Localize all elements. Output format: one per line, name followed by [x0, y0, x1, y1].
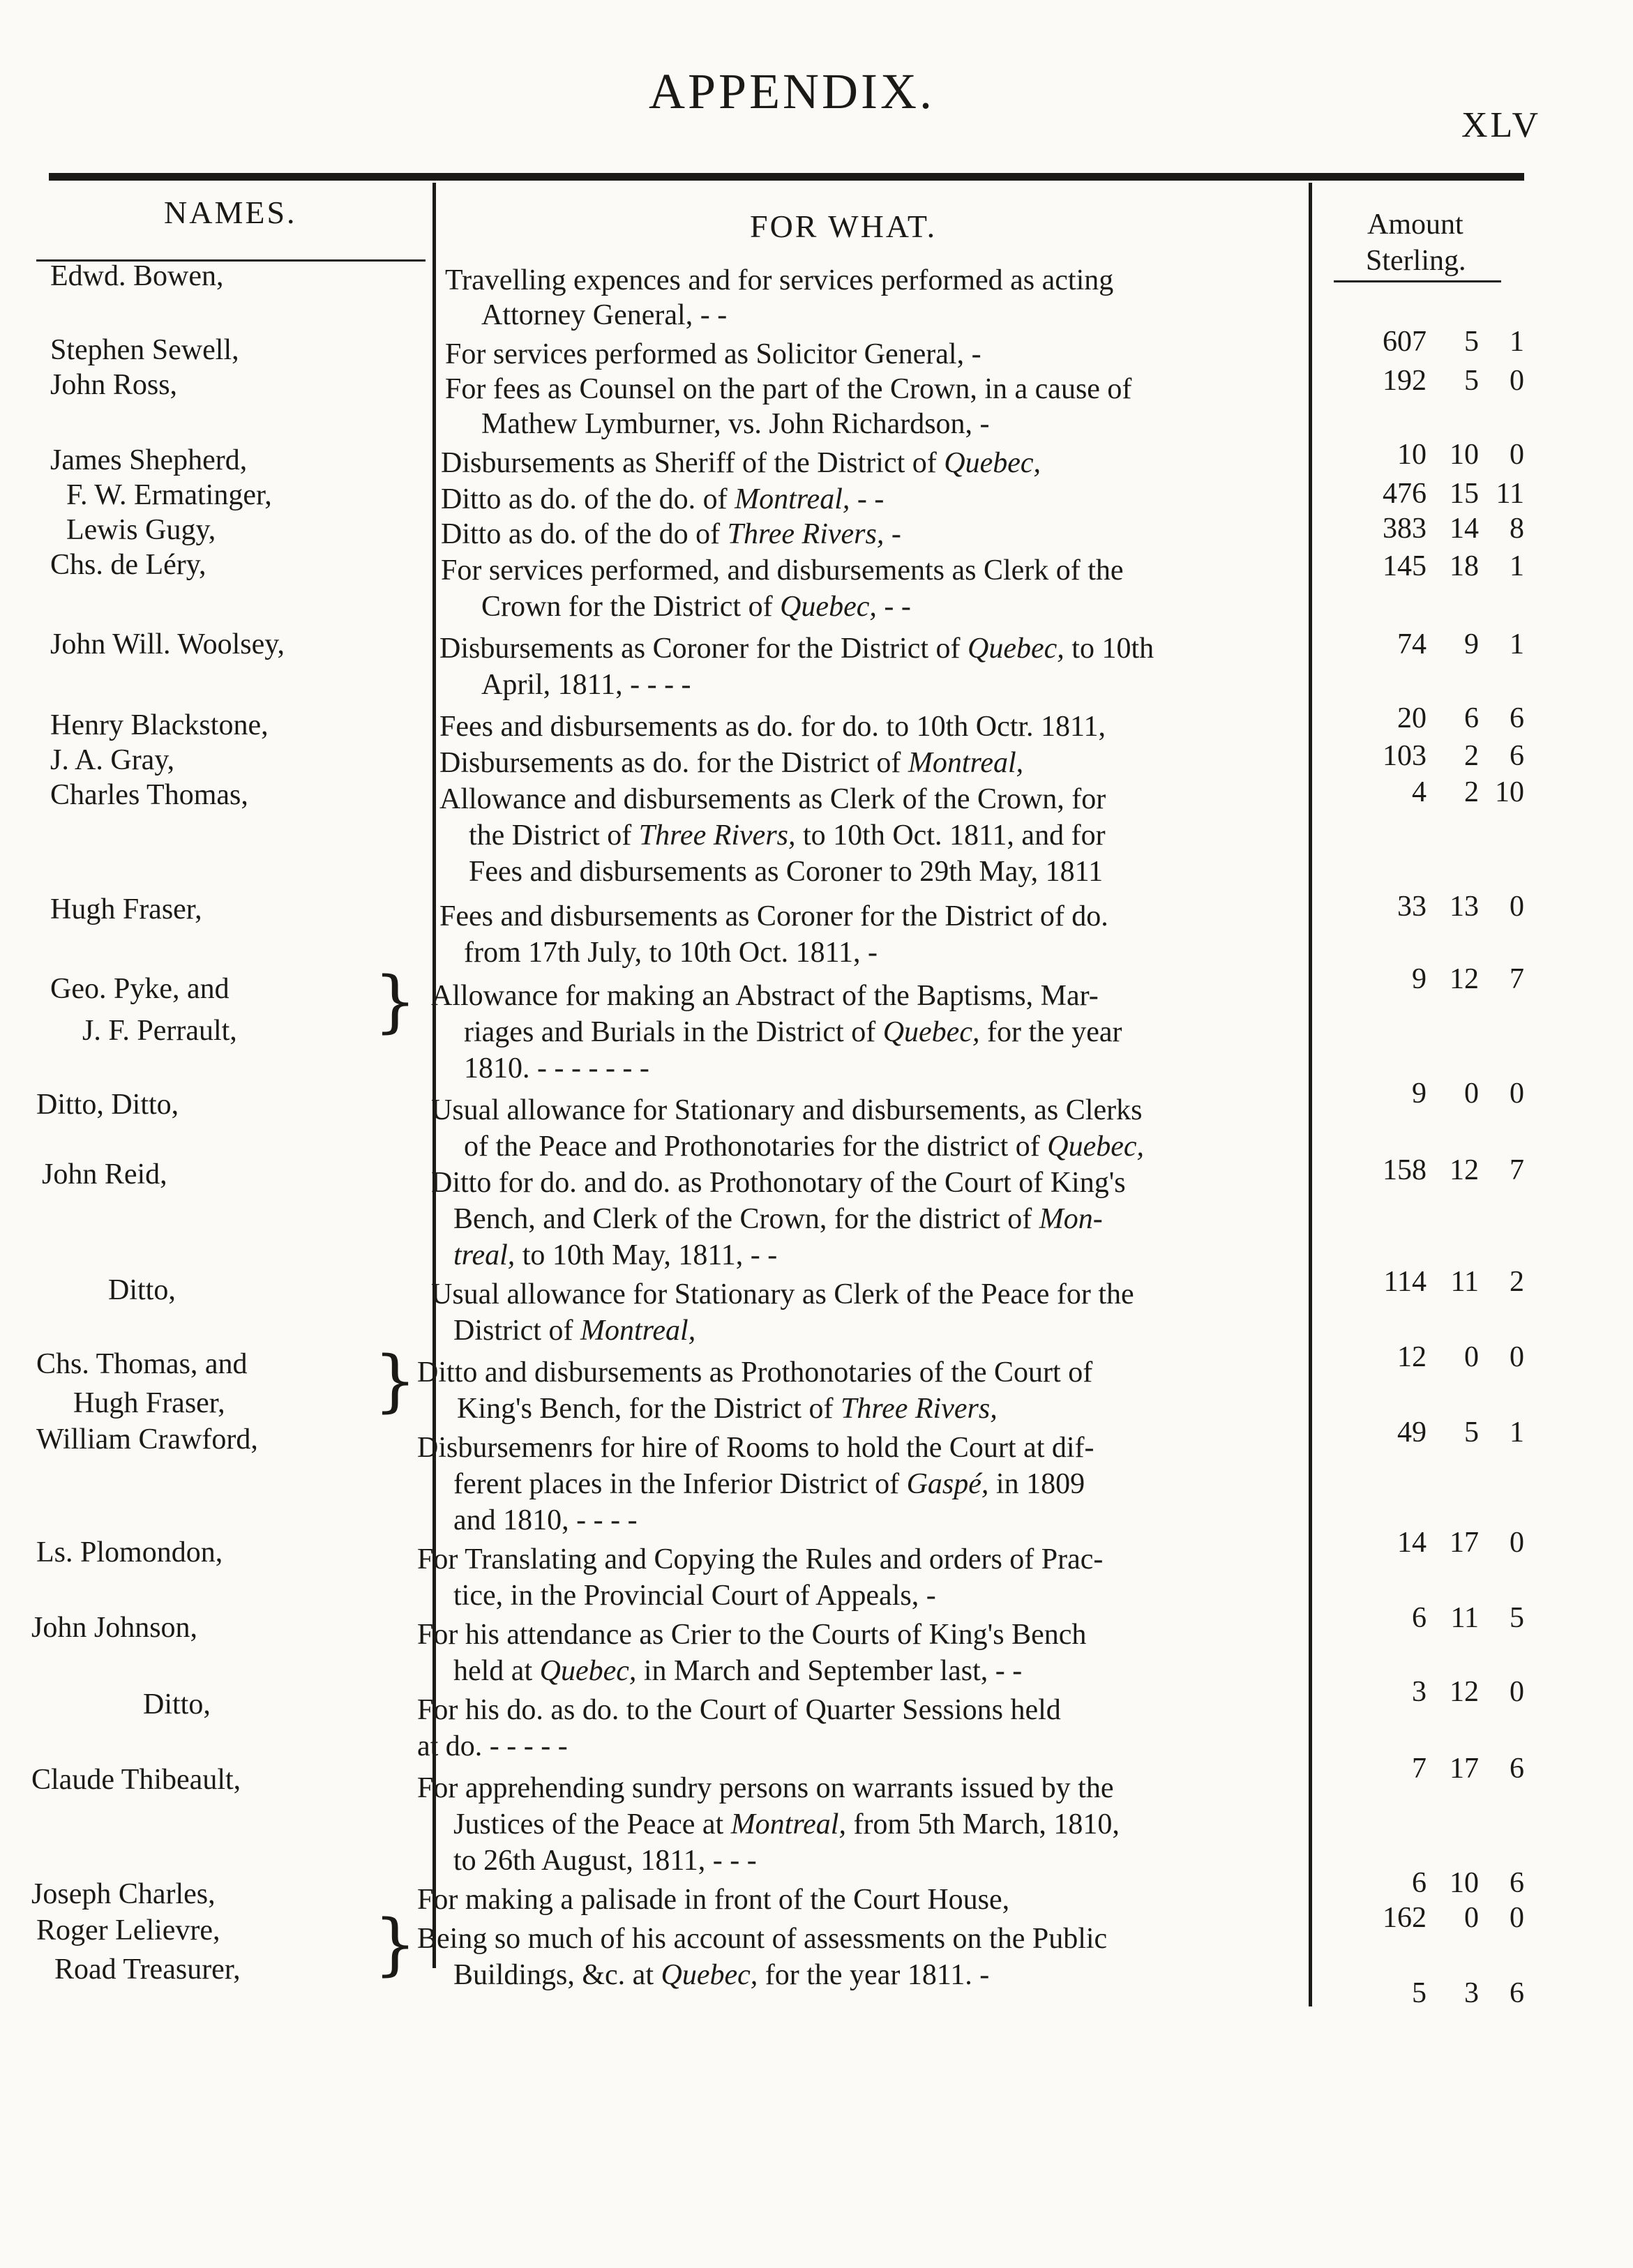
description-line: 1810. - - - - - - - [464, 1052, 649, 1084]
description-line: For his attendance as Crier to the Courts of King's Bench [417, 1619, 1087, 1651]
for-what-column-header: FOR WHAT. [750, 209, 938, 244]
amount-shillings: 0 [1464, 1902, 1479, 1934]
amount-pence: 0 [1510, 1902, 1524, 1934]
amount-pounds: 607 [1383, 326, 1427, 358]
amount-pence: 1 [1510, 326, 1524, 358]
description-line: Bench, and Clerk of the Crown, for the district of Mon- [453, 1203, 1103, 1235]
amount-pounds: 14 [1397, 1527, 1427, 1559]
amount-shillings: 17 [1450, 1753, 1479, 1785]
amount-pounds: 9 [1412, 963, 1427, 995]
amount-pence: 7 [1510, 963, 1524, 995]
payee-name: Hugh Fraser, [73, 1387, 225, 1419]
amount-pounds: 162 [1383, 1902, 1427, 1934]
amount-column-header: Amount [1367, 209, 1463, 241]
description-line: Allowance for making an Abstract of the Baptisms, Mar- [431, 980, 1099, 1012]
payee-name: Road Treasurer, [54, 1953, 241, 1986]
amount-pounds: 114 [1383, 1266, 1427, 1298]
amount-pounds: 10 [1397, 439, 1427, 471]
amount-pence: 0 [1510, 1527, 1524, 1559]
description-line: For services performed, and disbursements as Clerk of the [441, 554, 1124, 587]
page-number: XLV [1461, 105, 1542, 145]
payee-name: Ditto, [108, 1274, 176, 1306]
amount-pence: 0 [1510, 439, 1524, 471]
description-line: King's Bench, for the District of Three Rivers, [457, 1393, 998, 1425]
amount-pence: 0 [1510, 891, 1524, 923]
description-line: For his do. as do. to the Court of Quarter Sessions held [417, 1694, 1061, 1726]
amount-pounds: 12 [1397, 1341, 1427, 1373]
amount-pounds: 5 [1412, 1977, 1427, 2009]
amount-shillings: 12 [1450, 1676, 1479, 1708]
amount-shillings: 10 [1450, 439, 1479, 471]
description-line: Ditto for do. and do. as Prothonotary of the Court of King's [431, 1167, 1126, 1199]
description-line: Mathew Lymburner, vs. John Richardson, - [481, 408, 990, 440]
description-line: from 17th July, to 10th Oct. 1811, - [464, 937, 878, 969]
amount-shillings: 11 [1450, 1602, 1479, 1634]
amount-column-header-sterling: Sterling. [1366, 245, 1466, 277]
description-line: at do. - - - - - [417, 1730, 568, 1762]
description-line: For Translating and Copying the Rules and orders of Prac- [417, 1543, 1104, 1575]
description-line: Disbursements as Coroner for the District of Quebec, to 10th [439, 633, 1154, 665]
amount-shillings: 14 [1450, 513, 1479, 545]
payee-name: J. F. Perrault, [82, 1015, 237, 1047]
brace: } [374, 1905, 417, 1983]
description-line: the District of Three Rivers, to 10th Oct. 1811, and for [469, 819, 1106, 852]
amount-pounds: 3 [1412, 1676, 1427, 1708]
amount-shillings: 12 [1450, 1154, 1479, 1186]
amount-shillings: 3 [1464, 1977, 1479, 2009]
description-line: tice, in the Provincial Court of Appeals, - [453, 1580, 936, 1612]
amount-pounds: 4 [1412, 776, 1427, 808]
amount-shillings: 0 [1464, 1078, 1479, 1110]
description-line: Usual allowance for Stationary as Clerk of the Peace for the [431, 1278, 1134, 1310]
amount-shillings: 9 [1464, 628, 1479, 660]
amount-pence: 1 [1510, 550, 1524, 582]
amount-pence: 0 [1510, 1078, 1524, 1110]
amount-shillings: 0 [1464, 1341, 1479, 1373]
payee-name: Chs. de Léry, [50, 549, 206, 581]
amount-shillings: 2 [1464, 740, 1479, 772]
amount-pounds: 7 [1412, 1753, 1427, 1785]
amount-header-rule [1334, 280, 1501, 282]
amount-pence: 11 [1496, 478, 1524, 510]
payee-name: Edwd. Bowen, [50, 260, 224, 292]
payee-name: Joseph Charles, [31, 1878, 216, 1910]
amount-pence: 0 [1510, 365, 1524, 397]
brace: } [374, 962, 417, 1041]
amount-pence: 6 [1510, 740, 1524, 772]
amount-pounds: 9 [1412, 1078, 1427, 1110]
amount-shillings: 12 [1450, 963, 1479, 995]
amount-shillings: 13 [1450, 891, 1479, 923]
description-line: to 26th August, 1811, - - - [453, 1845, 757, 1877]
description-line: For making a palisade in front of the Court House, [417, 1884, 1010, 1916]
amount-pence: 0 [1510, 1676, 1524, 1708]
amount-pounds: 6 [1412, 1602, 1427, 1634]
description-line: Fees and disbursements as do. for do. to 10th Octr. 1811, [439, 711, 1106, 743]
payee-name: Chs. Thomas, and [36, 1348, 248, 1380]
description-line: held at Quebec, in March and September last, - - [453, 1655, 1023, 1687]
description-line: For apprehending sundry persons on warrants issued by the [417, 1772, 1114, 1804]
brace: } [374, 1342, 417, 1420]
description-line: Ditto as do. of the do. of Montreal, - - [441, 483, 885, 515]
description-line: Disbursements as do. for the District of Montreal, [439, 747, 1024, 779]
names-column-header: NAMES. [164, 195, 297, 230]
description-line: Travelling expences and for services performed as acting [445, 264, 1114, 296]
amount-pence: 6 [1510, 1753, 1524, 1785]
column-divider-amount [1309, 183, 1312, 2006]
amount-pence: 2 [1510, 1266, 1524, 1298]
amount-pounds: 476 [1383, 478, 1427, 510]
amount-shillings: 17 [1450, 1527, 1479, 1559]
amount-pounds: 49 [1397, 1416, 1427, 1449]
amount-shillings: 5 [1464, 365, 1479, 397]
description-line: Allowance and disbursements as Clerk of the Crown, for [439, 783, 1106, 815]
description-line: of the Peace and Prothonotaries for the district of Quebec, [464, 1131, 1145, 1163]
amount-pence: 6 [1510, 702, 1524, 734]
amount-shillings: 2 [1464, 776, 1479, 808]
amount-pence: 6 [1510, 1867, 1524, 1899]
description-line: For fees as Counsel on the part of the Crown, in a cause of [445, 373, 1132, 405]
payee-name: Stephen Sewell, [50, 334, 239, 366]
payee-name: William Crawford, [36, 1423, 258, 1456]
amount-pounds: 145 [1383, 550, 1427, 582]
description-line: For services performed as Solicitor General, - [445, 338, 981, 370]
payee-name: Ls. Plomondon, [36, 1536, 223, 1568]
payee-name: John Ross, [50, 369, 178, 401]
description-line: April, 1811, - - - - [481, 669, 691, 701]
amount-pence: 8 [1510, 513, 1524, 545]
description-line: Buildings, &c. at Quebec, for the year 1811. - [453, 1959, 990, 1991]
payee-name: Claude Thibeault, [31, 1764, 241, 1796]
amount-shillings: 11 [1450, 1266, 1479, 1298]
description-line: Usual allowance for Stationary and disbursements, as Clerks [431, 1094, 1143, 1126]
amount-shillings: 18 [1450, 550, 1479, 582]
description-line: Justices of the Peace at Montreal, from 5th March, 1810, [453, 1808, 1120, 1840]
amount-pounds: 33 [1397, 891, 1427, 923]
amount-shillings: 5 [1464, 326, 1479, 358]
amount-pence: 7 [1510, 1154, 1524, 1186]
description-line: Fees and disbursements as Coroner for the District of do. [439, 900, 1108, 932]
amount-shillings: 5 [1464, 1416, 1479, 1449]
description-line: Fees and disbursements as Coroner to 29th May, 1811 [469, 856, 1104, 888]
payee-name: Ditto, [143, 1688, 211, 1721]
amount-pence: 1 [1510, 1416, 1524, 1449]
amount-shillings: 6 [1464, 702, 1479, 734]
amount-pounds: 383 [1383, 513, 1427, 545]
description-line: treal, to 10th May, 1811, - - [453, 1239, 778, 1271]
top-rule [49, 173, 1524, 181]
payee-name: Hugh Fraser, [50, 893, 202, 925]
amount-pence: 6 [1510, 1977, 1524, 2009]
payee-name: James Shepherd, [50, 444, 248, 476]
description-line: riages and Burials in the District of Quebec, for the year [464, 1016, 1122, 1048]
page-title: APPENDIX. [648, 63, 935, 119]
amount-pence: 10 [1495, 776, 1524, 808]
amount-pounds: 6 [1412, 1867, 1427, 1899]
amount-pence: 1 [1510, 628, 1524, 660]
description-line: Crown for the District of Quebec, - - [481, 591, 911, 623]
payee-name: F. W. Ermatinger, [66, 479, 272, 511]
amount-pounds: 20 [1397, 702, 1427, 734]
payee-name: John Will. Woolsey, [50, 628, 285, 660]
description-line: Disbursemenrs for hire of Rooms to hold the Court at dif- [417, 1432, 1094, 1464]
amount-pence: 5 [1510, 1602, 1524, 1634]
payee-name: Henry Blackstone, [50, 709, 269, 741]
description-line: ferent places in the Inferior District of Gaspé, in 1809 [453, 1468, 1085, 1500]
amount-pence: 0 [1510, 1341, 1524, 1373]
payee-name: Geo. Pyke, and [50, 973, 229, 1005]
amount-pounds: 158 [1383, 1154, 1427, 1186]
description-line: District of Montreal, [453, 1315, 696, 1347]
payee-name: J. A. Gray, [50, 744, 175, 776]
payee-name: John Johnson, [31, 1612, 198, 1644]
amount-pounds: 103 [1383, 740, 1427, 772]
description-line: Ditto and disbursements as Prothonotaries of the Court of [417, 1356, 1093, 1389]
amount-pounds: 74 [1397, 628, 1427, 660]
payee-name: Roger Lelievre, [36, 1914, 220, 1946]
description-line: Being so much of his account of assessments on the Public [417, 1923, 1108, 1955]
description-line: Disbursements as Sheriff of the District of Quebec, [441, 447, 1041, 479]
payee-name: John Reid, [42, 1158, 167, 1190]
description-line: Ditto as do. of the do of Three Rivers, - [441, 518, 901, 550]
payee-name: Ditto, Ditto, [36, 1089, 179, 1121]
description-line: Attorney General, - - [481, 299, 728, 331]
payee-name: Charles Thomas, [50, 779, 248, 811]
amount-shillings: 10 [1450, 1867, 1479, 1899]
description-line: and 1810, - - - - [453, 1504, 638, 1536]
payee-name: Lewis Gugy, [66, 514, 216, 546]
amount-shillings: 15 [1450, 478, 1479, 510]
amount-pounds: 192 [1383, 365, 1427, 397]
